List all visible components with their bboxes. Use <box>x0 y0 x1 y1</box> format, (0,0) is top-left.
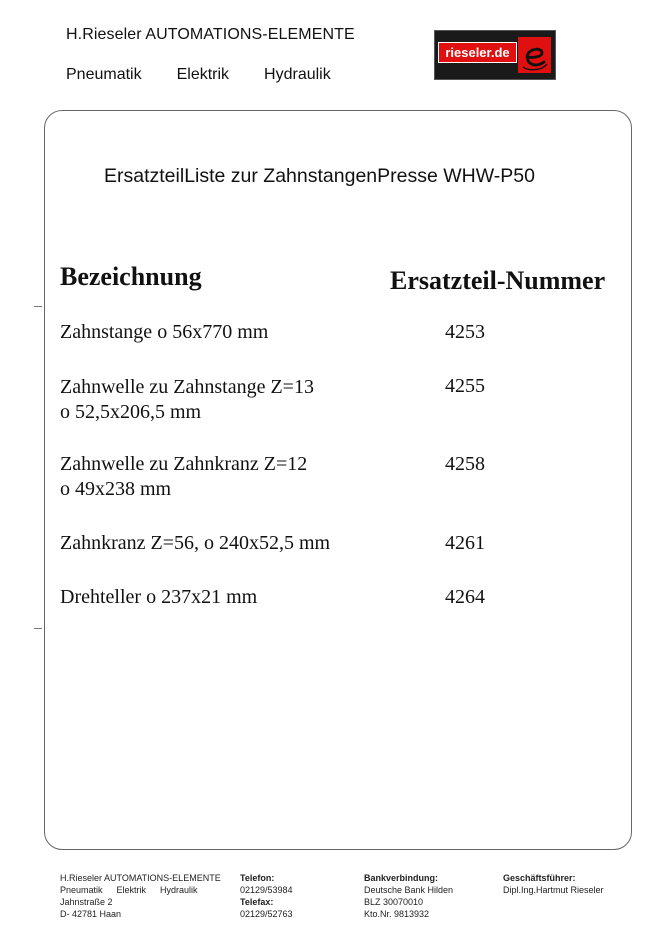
part-number: 4255 <box>445 375 485 397</box>
e-swirl-icon <box>518 37 551 73</box>
part-number: 4261 <box>445 532 485 554</box>
footer-address <box>60 872 221 920</box>
header-nav <box>66 66 366 84</box>
footer-street: Jahnstraße 2 <box>60 897 113 907</box>
fax-number: 02129/52763 <box>240 909 293 919</box>
part-name <box>60 452 307 502</box>
part-name-line: Zahnwelle zu Zahnkranz Z=12 <box>60 453 308 475</box>
margin-tick <box>34 306 42 307</box>
nav-elektrik[interactable]: Elektrik <box>176 66 230 83</box>
part-name <box>60 531 330 556</box>
nav-hydraulik[interactable]: Hydraulik <box>264 66 331 83</box>
nav-pneumatik[interactable]: Pneumatik <box>66 66 142 83</box>
footer-nav-hydraulik: Hydraulik <box>160 885 198 895</box>
part-number: 4264 <box>445 586 485 608</box>
column-header-name: Bezeichnung <box>60 262 202 291</box>
part-number: 4253 <box>445 321 485 343</box>
margin-tick <box>34 628 42 629</box>
part-name-line: Zahnwelle zu Zahnstange Z=13 <box>60 376 314 398</box>
footer-bank <box>364 872 453 920</box>
footer-management <box>503 872 604 896</box>
column-header-number: Ersatzteil-Nummer <box>390 266 606 295</box>
bank-label: Bankverbindung: <box>364 873 439 883</box>
part-name <box>60 585 257 610</box>
fax-label: Telefax: <box>240 897 274 907</box>
part-name-line: Drehteller o 237x21 mm <box>60 586 258 608</box>
footer-nav-pneumatik: Pneumatik <box>60 885 103 895</box>
ceo-label: Geschäftsführer: <box>503 873 576 883</box>
ceo-name: Dipl.Ing.Hartmut Rieseler <box>503 885 604 895</box>
footer-nav <box>60 884 221 896</box>
company-name: H.Rieseler AUTOMATIONS-ELEMENTE <box>66 26 355 43</box>
part-name-line-2: o 52,5x206,5 mm <box>60 401 202 423</box>
bank-account: Kto.Nr. 9813932 <box>364 909 430 919</box>
bank-blz: BLZ 30070010 <box>364 897 424 907</box>
part-name <box>60 375 314 425</box>
logo-text: rieseler.de <box>439 43 516 62</box>
phone-number: 02129/53984 <box>240 885 293 895</box>
part-name-line-2: o 49x238 mm <box>60 478 172 500</box>
phone-label: Telefon: <box>240 873 275 883</box>
part-name <box>60 320 268 345</box>
part-name-line: Zahnstange o 56x770 mm <box>60 321 269 343</box>
part-name-line: Zahnkranz Z=56, o 240x52,5 mm <box>60 532 331 554</box>
footer-nav-elektrik: Elektrik <box>116 885 147 895</box>
bank-name: Deutsche Bank Hilden <box>364 885 454 895</box>
document-title: ErsatzteilListe zur ZahnstangenPresse WHW-P50 <box>104 165 535 187</box>
part-number: 4258 <box>445 453 485 475</box>
footer-company: H.Rieseler AUTOMATIONS-ELEMENTE <box>60 873 221 883</box>
footer-city: D- 42781 Haan <box>60 909 122 919</box>
footer-contact <box>240 872 293 920</box>
rieseler-logo[interactable] <box>434 30 556 80</box>
